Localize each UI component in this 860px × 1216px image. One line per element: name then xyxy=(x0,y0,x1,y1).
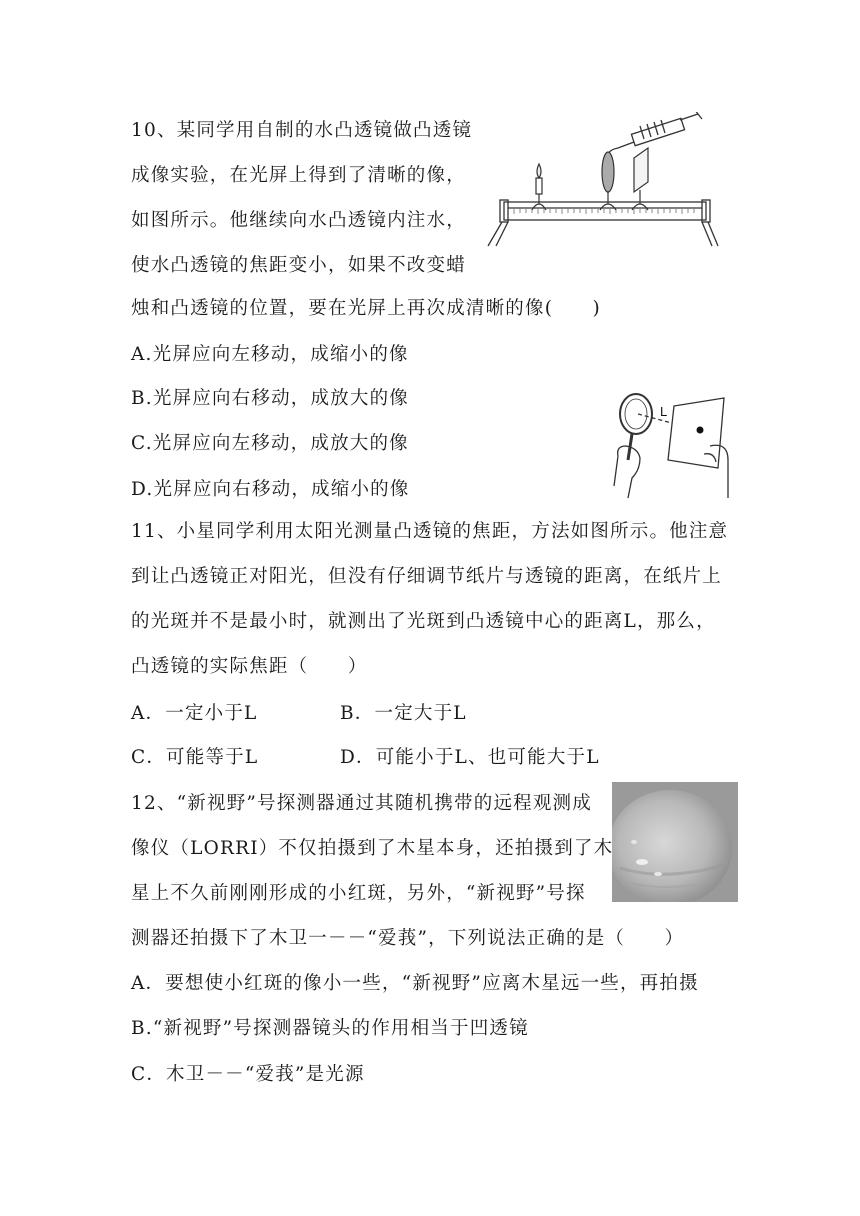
screen-icon xyxy=(632,148,648,210)
q12-option-b: B.“新视野”号探测器镜头的作用相当于凹透镜 xyxy=(131,1018,529,1039)
q10-line-5: 烛和凸透镜的位置，要在光屏上再次成清晰的像( ) xyxy=(131,298,601,319)
q11-option-c: C．可能等于L xyxy=(131,747,259,768)
q11-line-4: 凸透镜的实际焦距（ ） xyxy=(131,656,368,677)
q12-line-1: 12、“新视野”号探测器通过其随机携带的远程观测成 xyxy=(131,793,592,814)
q11-option-a: A．一定小于L xyxy=(131,703,258,724)
candle-icon xyxy=(532,164,546,210)
bench-scale xyxy=(514,209,694,214)
q11-line-2: 到让凸透镜正对阳光，但没有仔细调节纸片与透镜的距离，在纸片上 xyxy=(131,566,723,587)
syringe-icon xyxy=(608,112,702,156)
q10-line-3: 如图所示。他继续向水凸透镜内注水， xyxy=(131,210,466,231)
jupiter-photo xyxy=(612,782,738,902)
paper-card xyxy=(668,398,724,468)
q10-line-4: 使水凸透镜的焦距变小，如果不改变蜡 xyxy=(131,255,466,276)
q10-option-c: C.光屏应向左移动，成放大的像 xyxy=(131,433,409,454)
water-lens-icon xyxy=(600,152,616,210)
q11-option-b: B．一定大于L xyxy=(340,703,467,724)
q12-line-4: 测器还拍摄下了木卫一－－“爱莪”，下列说法正确的是（ ） xyxy=(131,928,685,949)
q12-option-c: C．木卫－－“爱莪”是光源 xyxy=(131,1064,365,1085)
magnifier-figure xyxy=(604,390,738,500)
q10-option-d: D.光屏应向右移动，成缩小的像 xyxy=(131,479,410,500)
q12-line-2: 像仪（LORRI）不仅拍摄到了木星本身，还拍摄到了木 xyxy=(131,838,614,859)
q10-line-1: 10、某同学用自制的水凸透镜做凸透镜 xyxy=(131,120,473,141)
left-hand-icon xyxy=(614,446,640,498)
q11-option-d: D．可能小于L、也可能大于L xyxy=(340,747,600,768)
q10-option-b: B.光屏应向右移动，成放大的像 xyxy=(131,388,409,409)
figure-label-l: L xyxy=(660,404,668,419)
optical-bench-figure xyxy=(484,112,720,254)
q10-line-2: 成像实验，在光屏上得到了清晰的像， xyxy=(131,165,466,186)
q12-option-a: A．要想使小红斑的像小一些，“新视野”应离木星远一些，再拍摄 xyxy=(131,973,699,994)
q11-line-1: 11、小星同学利用太阳光测量凸透镜的焦距，方法如图所示。他注意 xyxy=(131,521,729,542)
q11-line-3: 的光斑并不是最小时，就测出了光斑到凸透镜中心的距离L，那么， xyxy=(131,611,716,632)
q10-option-a: A.光屏应向左移动，成缩小的像 xyxy=(131,344,409,365)
q12-line-3: 星上不久前刚刚形成的小红斑，另外，“新视野”号探 xyxy=(131,883,586,904)
